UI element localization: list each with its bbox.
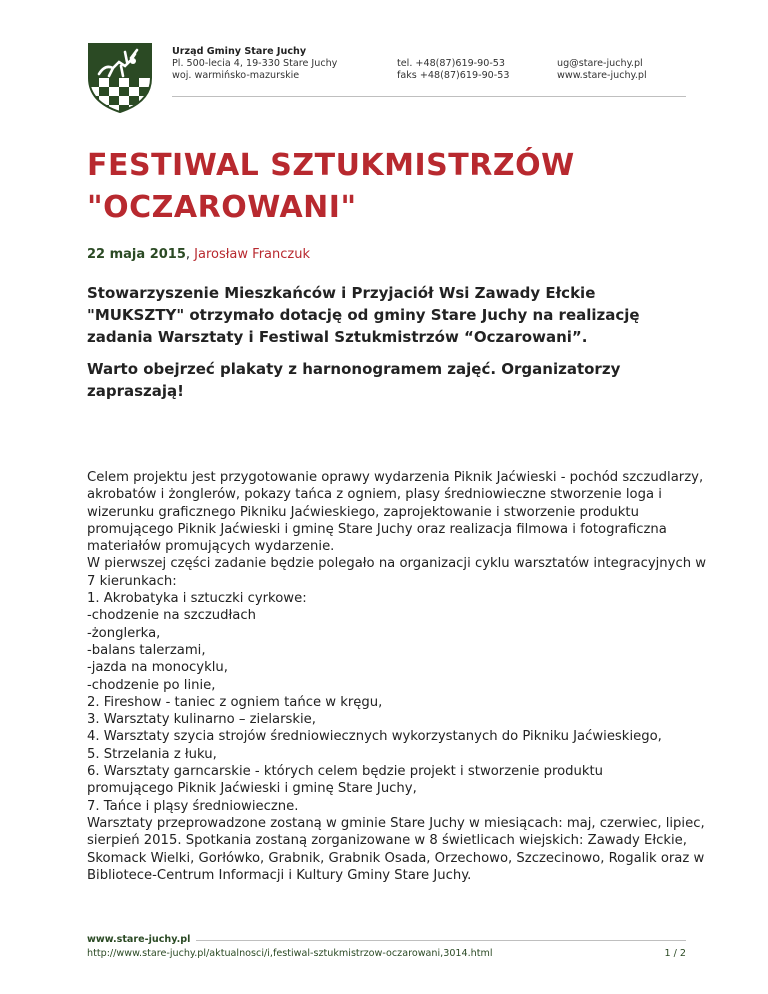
body-line: Celem projektu jest przygotowanie oprawy wydarzenia Piknik Jaćwieski - pochód szczudlarzy, — [87, 470, 704, 485]
fax-number: faks +48(87)619-90-53 — [397, 70, 510, 81]
body-line: sierpień 2015. Spotkania zostaną zorganizowane w 8 świetlicach wiejskich: Zawady Ełckie, — [87, 833, 687, 849]
body-line: -jazda na monocyklu, — [87, 660, 228, 676]
body-line: Warsztaty przeprowadzone zostaną w gminie Stare Juchy w miesiącach: maj, czerwiec, lipiec, — [87, 815, 705, 831]
org-name: Urząd Gminy Stare Juchy — [172, 46, 307, 57]
body-line: 7 kierunkach: — [87, 573, 177, 589]
footer-divider — [196, 940, 686, 941]
meta-separator: , — [185, 247, 191, 262]
body-line: -żonglerka, — [87, 625, 161, 641]
body-line: W pierwszej części zadanie będzie polegało na organizacji cyklu warsztatów integracyjnych w — [87, 556, 707, 572]
coat-of-arms-logo-icon — [87, 42, 153, 114]
title-line-1: FESTIWAL SZTUKMISTRZÓW — [87, 148, 575, 183]
article-date: 22 maja 2015 — [87, 247, 186, 262]
page-number: 1 / 2 — [664, 948, 686, 959]
body-line: Bibliotece-Centrum Informacji i Kultury Gminy Stare Juchy. — [87, 867, 472, 883]
header-contact-block — [397, 58, 509, 82]
body-line: 1. Akrobatyka i sztuczki cyrkowe: — [87, 591, 307, 607]
body-line: 7. Tańce i pląsy średniowieczne. — [87, 798, 299, 814]
lead-line: Warto obejrzeć plakaty z harnonogramem zajęć. Organizatorzy — [87, 360, 621, 378]
lead-line: zapraszają! — [87, 382, 184, 400]
title-line-2: "OCZAROWANI" — [87, 190, 357, 225]
body-line: 5. Strzelania z łuku, — [87, 746, 217, 762]
body-line: promującego Piknik Jaćwieski i gminę Stare Juchy oraz realizacja filmowa i fotograficzna — [87, 521, 667, 537]
region-line: woj. warmińsko-mazurskie — [172, 70, 300, 81]
email-link[interactable]: ug@stare-juchy.pl — [557, 58, 643, 69]
body-line: -chodzenie po linie, — [87, 677, 216, 693]
footer-site[interactable]: www.stare-juchy.pl — [87, 934, 191, 945]
body-line: Skomack Wielki, Gorłówko, Grabnik, Grabnik Osada, Orzechowo, Szczecinowo, Rogalik oraz w — [87, 850, 705, 866]
lead-line: Stowarzyszenie Mieszkańców i Przyjaciół Wsi Zawady Ełckie — [87, 284, 596, 302]
article-title — [87, 145, 687, 229]
footer-url[interactable]: http://www.stare-juchy.pl/aktualnosci/i,festiwal-sztukmistrzow-oczarowani,3014.html — [87, 948, 493, 959]
body-line: promującego Piknik Jaćwieski i gminę Stare Juchy, — [87, 781, 417, 797]
article-body — [87, 469, 707, 884]
lead-line: "MUKSZTY" otrzymało dotację od gminy Stare Juchy na realizację — [87, 306, 640, 324]
article-meta — [87, 246, 310, 264]
website-link[interactable]: www.stare-juchy.pl — [557, 70, 647, 81]
header-address-block — [172, 46, 337, 82]
body-line: -chodzenie na szczudłach — [87, 608, 256, 624]
lead-line: zadania Warsztaty i Festiwal Sztukmistrzów “Oczarowani”. — [87, 328, 588, 346]
body-line: 6. Warsztaty garncarskie - których celem będzie projekt i stworzenie produktu — [87, 764, 604, 780]
header-web-block — [557, 58, 647, 82]
body-line: materiałów promujących wydarzenie. — [87, 539, 335, 555]
body-line: 3. Warsztaty kulinarno – zielarskie, — [87, 712, 316, 728]
body-line: akrobatów i żonglerów, pokazy tańca z ogniem, plasy średniowieczne stworzenie loga i — [87, 487, 662, 503]
phone-number: tel. +48(87)619-90-53 — [397, 58, 506, 69]
address-line: Pl. 500-lecia 4, 19-330 Stare Juchy — [172, 58, 338, 69]
lead-paragraph-1 — [87, 282, 687, 348]
body-line: 4. Warsztaty szycia strojów średniowiecznych wykorzystanych do Pikniku Jaćwieskiego, — [87, 729, 662, 745]
article-author[interactable]: Jarosław Franczuk — [194, 247, 310, 262]
lead-paragraph-2 — [87, 358, 687, 402]
body-line: -balans talerzami, — [87, 642, 206, 658]
header-divider — [172, 96, 686, 97]
body-line: wizerunku graficznego Pikniku Jaćwieskiego, zaprojektowanie i stworzenie produktu — [87, 504, 639, 520]
body-line: 2. Fireshow - taniec z ogniem tańce w kręgu, — [87, 694, 383, 710]
